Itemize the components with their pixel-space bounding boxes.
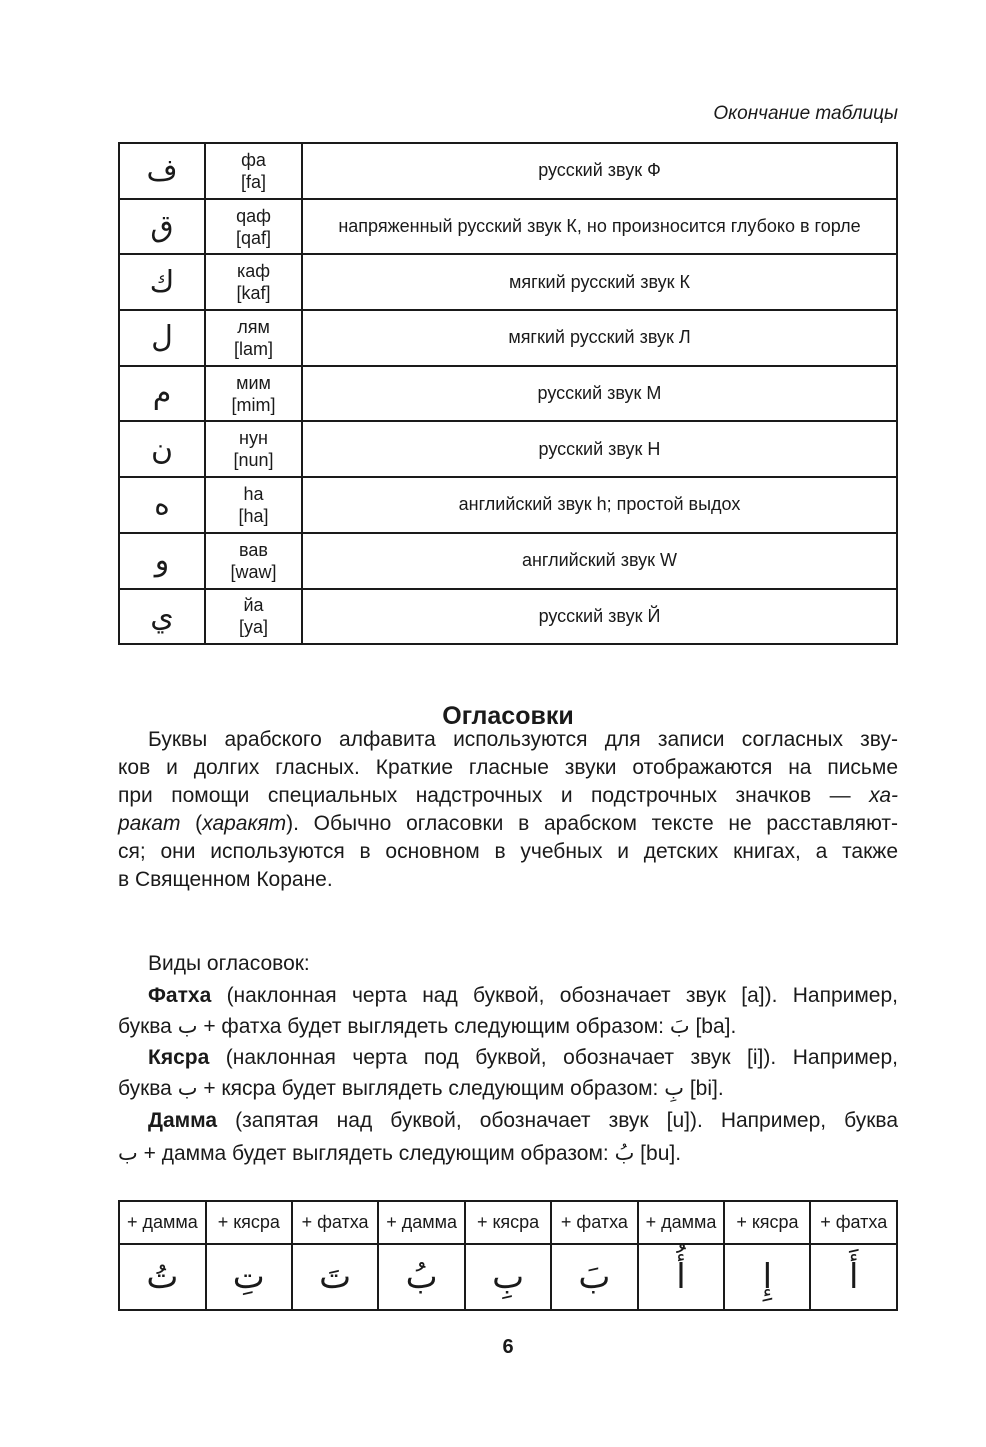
letter-name — [205, 143, 302, 199]
italic-term: ракат — [118, 812, 181, 835]
table-row — [119, 310, 897, 366]
arabic-letter: ل — [119, 310, 205, 366]
letter-name — [205, 254, 302, 310]
name: йа — [243, 595, 264, 616]
damma-example — [118, 1141, 898, 1166]
table-row — [119, 199, 897, 255]
sound-description: русский звук Ф — [302, 143, 897, 199]
arabic-letter: بُ — [614, 1141, 635, 1165]
table-row — [119, 254, 897, 310]
kasra-line — [148, 1046, 898, 1070]
table-row — [119, 143, 897, 199]
text: (запятая над буквой, обозначает звук [u]). Например, буква — [217, 1109, 898, 1132]
transliteration: [fa] — [240, 171, 266, 192]
sound-description: мягкий русский звук Л — [302, 310, 897, 366]
name: вав — [239, 539, 268, 560]
vowel-glyph: تَ — [292, 1244, 378, 1310]
table-row — [119, 366, 897, 422]
table-row — [119, 477, 897, 533]
vowel-header: + фатха — [292, 1201, 378, 1244]
vowel-glyph: بَ — [551, 1244, 637, 1310]
kinds-label: Виды огласовок: — [148, 952, 310, 975]
vowel-header: + кясра — [206, 1201, 292, 1244]
vowel-glyph: تِ — [206, 1244, 292, 1310]
vowel-glyph: بِ — [465, 1244, 551, 1310]
paragraph-line: ков и долгих гласных. Краткие гласные звуки отображаются на письме — [118, 756, 898, 779]
text: ). Обычно огласовки в арабском тексте не расставляют- — [286, 812, 899, 835]
name: лям — [237, 316, 270, 337]
table-caption: Окончание таблицы — [713, 103, 898, 124]
paragraph-line — [118, 812, 898, 836]
name: каф — [236, 261, 271, 282]
vowel-header: + кясра — [724, 1201, 810, 1244]
arabic-letter: ه — [119, 477, 205, 533]
text: буква — [118, 1077, 178, 1100]
sound-description: английский звук h; простой выдох — [302, 477, 897, 533]
name: нун — [239, 428, 268, 449]
letter-name — [205, 366, 302, 422]
arabic-letter: ب — [177, 1014, 198, 1038]
letter-name — [205, 589, 302, 645]
term: Дамма — [148, 1109, 218, 1132]
transliteration: [kaf] — [236, 283, 271, 304]
name: qаф — [236, 205, 271, 226]
italic-term: харакят — [202, 812, 287, 835]
letter-name — [205, 421, 302, 477]
fatha-example — [118, 1014, 898, 1039]
letter-name — [205, 533, 302, 589]
paragraph-line: Буквы арабского алфавита используются для записи согласных зву- — [148, 728, 898, 751]
paragraph-line: в Священном Коране. — [118, 868, 333, 891]
transliteration: [qaf] — [235, 227, 272, 248]
vowel-header: + дамма — [378, 1201, 465, 1244]
term: Кясра — [148, 1046, 210, 1069]
sound-description: напряженный русский звук К, но произносится глубоко в горле — [302, 199, 897, 255]
transliteration: [ha] — [238, 505, 269, 526]
vowel-header: + фатха — [810, 1201, 897, 1244]
sound-description: русский звук М — [302, 366, 897, 422]
italic-term: ха- — [869, 784, 898, 807]
table-row — [119, 533, 897, 589]
section-heading: Огласовки — [442, 702, 574, 730]
text: ( — [180, 812, 203, 835]
transliteration: [nun] — [233, 450, 274, 471]
arabic-letter: م — [119, 366, 205, 422]
fatha-line — [148, 984, 898, 1008]
arabic-letter: ي — [119, 589, 205, 645]
text: + фатха будет выглядеть следующим образом: — [197, 1015, 670, 1038]
vowel-header: + кясра — [465, 1201, 551, 1244]
kasra-example — [118, 1076, 898, 1101]
arabic-letter: بَ — [669, 1014, 690, 1038]
text: [ba]. — [689, 1015, 737, 1038]
arabic-letter: ك — [119, 254, 205, 310]
text: + кясра будет выглядеть следующим образом: — [197, 1077, 665, 1100]
letter-name — [205, 477, 302, 533]
vowel-glyph: أُ — [638, 1244, 725, 1310]
text: буква — [118, 1015, 178, 1038]
text: (наклонная черта над буквой, обозначает звук [a]). Например, — [211, 984, 898, 1007]
text: (наклонная черта под буквой, обозначает звук [i]). Например, — [209, 1046, 898, 1069]
vowel-header: + фатха — [551, 1201, 637, 1244]
table-row — [119, 421, 897, 477]
vowel-glyph: أَ — [810, 1244, 897, 1310]
arabic-letter: ب — [177, 1076, 198, 1100]
paragraph-line: ся; они используются в основном в учебных и детских книгах, а также — [118, 840, 898, 863]
vowel-glyph: تُ — [119, 1244, 206, 1310]
vowel-glyph: بُ — [378, 1244, 465, 1310]
text: [bu]. — [634, 1142, 682, 1165]
name: фа — [241, 149, 266, 170]
transliteration: [ya] — [238, 617, 268, 638]
name: мим — [236, 372, 271, 393]
text: [bi]. — [683, 1077, 724, 1100]
arabic-letter: ب — [118, 1141, 138, 1165]
arabic-letter: بِ — [664, 1076, 684, 1100]
arabic-letter: ق — [119, 199, 205, 255]
letter-name — [205, 199, 302, 255]
sound-description: русский звук Й — [302, 589, 897, 645]
vowel-header: + дамма — [119, 1201, 206, 1244]
vowel-glyph: إِ — [724, 1244, 810, 1310]
sound-description: мягкий русский звук К — [302, 254, 897, 310]
transliteration: [lam] — [233, 338, 273, 359]
name: ha — [243, 483, 264, 504]
arabic-letter: و — [119, 533, 205, 589]
paragraph-line — [118, 784, 898, 808]
alphabet-table — [118, 142, 898, 645]
text: при помощи специальных надстрочных и подстрочных значков — — [118, 784, 851, 807]
letter-name — [205, 310, 302, 366]
table-row — [119, 589, 897, 645]
arabic-letter: ن — [119, 421, 205, 477]
damma-line — [148, 1109, 898, 1133]
term: Фатха — [148, 984, 212, 1007]
sound-description: английский звук W — [302, 533, 897, 589]
page-number: 6 — [502, 1336, 514, 1358]
transliteration: [mim] — [231, 394, 276, 415]
vowel-header: + дамма — [638, 1201, 725, 1244]
vowel-table — [118, 1200, 898, 1311]
sound-description: русский звук Н — [302, 421, 897, 477]
transliteration: [waw] — [230, 561, 277, 582]
arabic-letter: ف — [119, 143, 205, 199]
text: + дамма будет выглядеть следующим образом: — [137, 1142, 615, 1165]
